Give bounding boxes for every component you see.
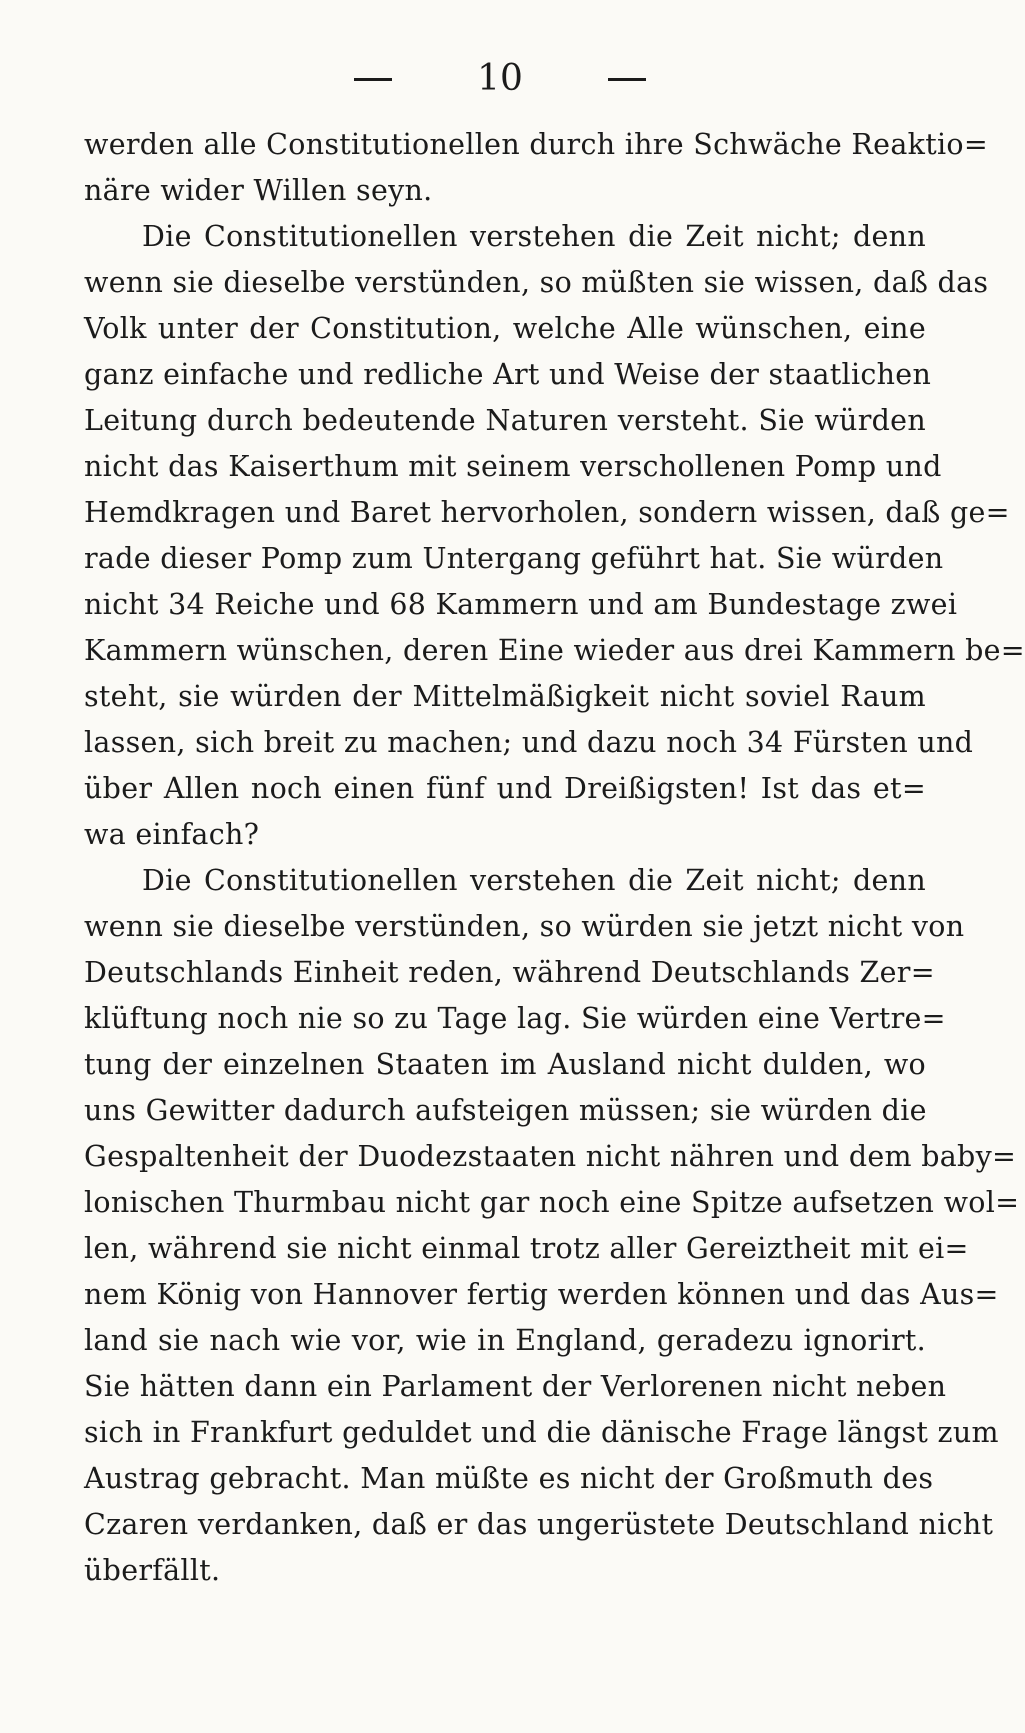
text-line: Volk unter der Constitution, welche Alle wünschen, eine: [84, 312, 926, 345]
text-line: Austrag gebracht. Man müßte es nicht der Großmuth des: [84, 1462, 934, 1495]
text-line: tung der einzelnen Staaten im Ausland nicht dulden, wo: [84, 1048, 926, 1081]
text-line: Hemdkragen und Baret hervorholen, sondern wissen, daß ge=: [84, 496, 1010, 529]
text-line: über Allen noch einen fünf und Dreißigsten! Ist das et=: [84, 772, 926, 805]
text-line: wenn sie dieselbe verstünden, so würden sie jetzt nicht von: [84, 910, 965, 943]
header-dash-right: [608, 78, 646, 81]
page-header: [0, 52, 1000, 102]
text-line: uns Gewitter dadurch aufsteigen müssen; sie würden die: [84, 1094, 927, 1127]
page-body: [84, 122, 1025, 1594]
text-line: rade dieser Pomp zum Untergang geführt hat. Sie würden: [84, 542, 944, 575]
text-line: nicht das Kaiserthum mit seinem verschollenen Pomp und: [84, 450, 942, 483]
text-line: Gespaltenheit der Duodezstaaten nicht nähren und dem baby=: [84, 1140, 1017, 1173]
text-line: Leitung durch bedeutende Naturen versteht. Sie würden: [84, 404, 926, 437]
text-line: nem König von Hannover fertig werden können und das Aus=: [84, 1278, 999, 1311]
text-line: näre wider Willen seyn.: [84, 174, 433, 207]
text-line: Kammern wünschen, deren Eine wieder aus drei Kammern be=: [84, 634, 1025, 667]
header-dash-left: [354, 78, 392, 81]
text-line: klüftung noch nie so zu Tage lag. Sie würden eine Vertre=: [84, 1002, 946, 1035]
page-number: 10: [477, 58, 523, 99]
text-line: Sie hätten dann ein Parlament der Verlorenen nicht neben: [84, 1370, 947, 1403]
text-line: Die Constitutionellen verstehen die Zeit nicht; denn: [142, 864, 926, 897]
text-line: land sie nach wie vor, wie in England, geradezu ignorirt.: [84, 1324, 926, 1357]
text-line: lonischen Thurmbau nicht gar noch eine Spitze aufsetzen wol=: [84, 1186, 1020, 1219]
text-line: Czaren verdanken, daß er das ungerüstete Deutschland nicht: [84, 1508, 994, 1541]
text-line: ganz einfache und redliche Art und Weise der staatlichen: [84, 358, 932, 391]
text-line: wenn sie dieselbe verstünden, so müßten sie wissen, daß das: [84, 266, 989, 299]
text-line: wa einfach?: [84, 818, 260, 851]
paragraph-3: [84, 858, 1020, 1594]
text-line: werden alle Constitutionellen durch ihre Schwäche Reaktio=: [84, 128, 989, 161]
paragraph-2: [84, 214, 1025, 858]
text-line: steht, sie würden der Mittelmäßigkeit nicht soviel Raum: [84, 680, 926, 713]
text-line: Deutschlands Einheit reden, während Deutschlands Zer=: [84, 956, 935, 989]
text-line: nicht 34 Reiche und 68 Kammern und am Bundestage zwei: [84, 588, 958, 621]
text-line: len, während sie nicht einmal trotz aller Gereiztheit mit ei=: [84, 1232, 969, 1265]
text-line: Die Constitutionellen verstehen die Zeit nicht; denn: [142, 220, 926, 253]
text-line: überfällt.: [84, 1554, 221, 1587]
text-line: sich in Frankfurt geduldet und die dänische Frage längst zum: [84, 1416, 999, 1449]
text-line: lassen, sich breit zu machen; und dazu noch 34 Fürsten und: [84, 726, 974, 759]
paragraph-1: [84, 122, 989, 214]
